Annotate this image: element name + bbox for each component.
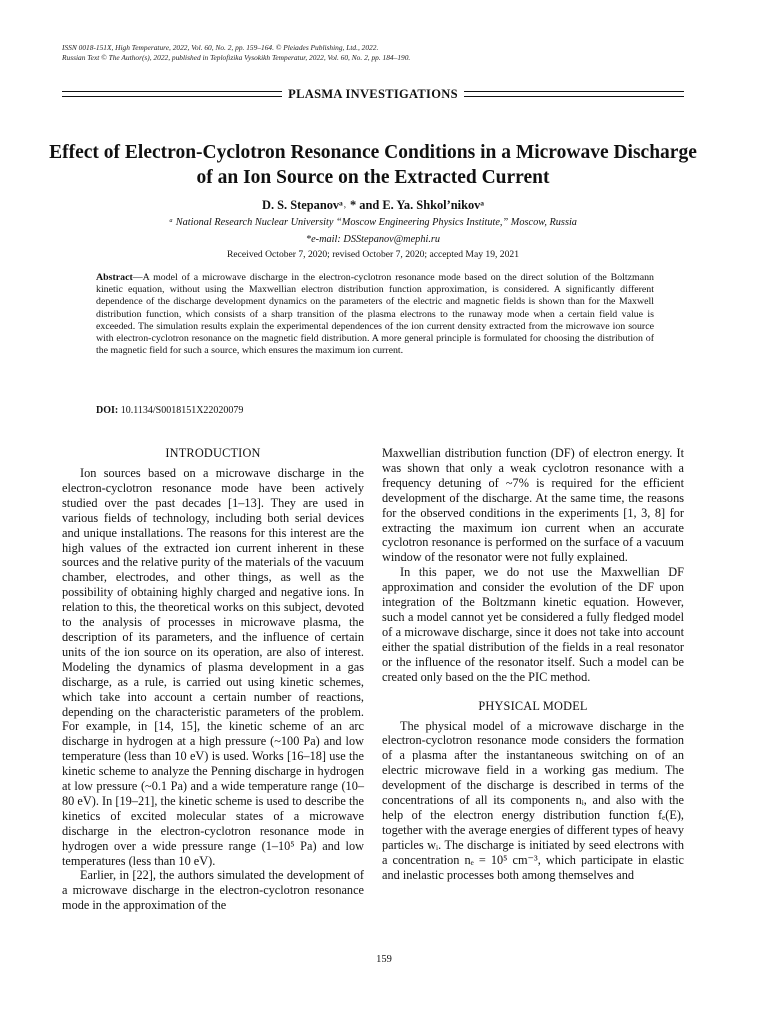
abstract bbox=[96, 272, 654, 357]
intro-paragraph-1: Ion sources based on a microwave discharge in the electron-cyclotron resonance mode have been actively studied over the past decades [1–13]. They are used in various fields of technology, including both serial devices and unique installations. The reasons for this interest are the high values of the extracted ion current inherent in these sources and the relative purity of the materials of the vacuum chamber, electrodes, and other things, as well as the possibility of obtaining highly charged and negative ions. In relation to this, the theoretical works on this subject, devoted to the analysis of processes in microwave plasma, the description of its parameters, and the influence of certain units of the ion source on its operation, are also of interest. Modeling the dynamics of plasma development in a gas discharge, as a rule, is carried out using kinetic schemes, which take into account a certain number of reactions, depending on the characteristic parameters of the problem. For example, in [14, 15], the kinetic scheme of an arc discharge in hydrogen at a high pressure (~100 Pa) and low temperature (less than 10 eV) is used. Works [16–18] use the kinetic scheme to analyze the Penning discharge in hydrogen at low pressure (~0.1 Pa) and a wide temperature range (10–80 eV). In [19–21], the kinetic scheme is used to describe the kinetics of excited molecular states of a microwave discharge in the electron-cyclotron resonance mode in hydrogen over a wide pressure range (1–10⁵ Pa) and low temperatures (less than 10 eV). bbox=[62, 466, 364, 868]
author-affiliation: ᵃ National Research Nuclear University “Moscow Engineering Physics Institute,” Moscow, Russia bbox=[169, 217, 577, 228]
intro-paragraph-2: Earlier, in [22], the authors simulated the development of a microwave discharge in the electron-cyclotron resonance mode in the approximation of the bbox=[62, 868, 364, 913]
right-column bbox=[382, 446, 684, 882]
received-dates: Received October 7, 2020; revised October 7, 2020; accepted May 19, 2021 bbox=[227, 249, 519, 260]
abstract-label: Abstract bbox=[96, 272, 133, 283]
left-column bbox=[62, 446, 364, 913]
journal-metadata bbox=[62, 43, 702, 63]
doi-line bbox=[96, 405, 654, 417]
russian-text-line: Russian Text © The Author(s), 2022, published in Teplofizika Vysokikh Temperatur, 2022, Vol. 60, No. 2, pp. 184–190. bbox=[62, 53, 411, 62]
physical-model-paragraph-1: The physical model of a microwave discharge in the electron-cyclotron resonance mode considers the formation of a plasma after the instantaneous switching on of an electric microwave field in a working gas medium. The development of the discharge is described in terms of the concentrations of all its components nᵢ, and also with the help of the electron energy distribution function fₑ(E), together with the average energies of different types of heavy particles wᵢ. The discharge is initiated by seed electrons with a concentration nₑ = 10⁵ cm⁻³, which participate in elastic and inelastic processes both among themselves and bbox=[382, 718, 684, 882]
section-label: PLASMA INVESTIGATIONS bbox=[288, 86, 458, 101]
doi-value: 10.1134/S0018151X22020079 bbox=[118, 405, 244, 416]
section-bar bbox=[62, 86, 684, 102]
abstract-text: —A model of a microwave discharge in the electron-cyclotron resonance mode based on the direct solution of the Boltzmann kinetic equation, without using the Maxwellian electron distribution function approximation, is considered. A significantly different dependence of the discharge development dynamics on the parameters of the electric and magnetic fields is shown than for the Maxwell distribution function, which consists of a sharp transition of the plasma electrons to the runaway mode when a certain field value is exceeded. The simulation results explain the experimental dependences of the ion current density extracted from the microwave ion source with electron-cyclotron resonance on the magnetic field distribution. A more general principle is formulated for choosing the distribution of the magnetic field for such a source, which ensures the maximum ion current. bbox=[96, 272, 654, 357]
right-paragraph-1: Maxwellian distribution function (DF) of electron energy. It was shown that only a weak cyclotron resonance with a frequency detuning of ~7% is required for the efficient development of the discharge. At the same time, the reasons for the observed conditions in the experiments [1, 3, 8] for extracting the maximum ion current when an accurate cyclotron resonance is performed on the surface of a vacuum window of the resonator were not fully explained. bbox=[382, 446, 684, 565]
right-paragraph-2: In this paper, we do not use the Maxwellian DF approximation and consider the evolution of the DF upon integration of the Boltzmann kinetic equation. However, such a model cannot yet be considered a fully fledged model of a microwave discharge, since it does not take into account either the spatial distribution of the fields in a real resonator or the influence of the resonator itself. Such a model can be created only based on the the PIC method. bbox=[382, 565, 684, 684]
doi-label: DOI: bbox=[96, 405, 119, 416]
issn-line: ISSN 0018-151X, High Temperature, 2022, Vol. 60, No. 2, pp. 159–164. © Pleiades Publishing, Ltd., 2022. bbox=[62, 43, 379, 52]
page-number: 159 bbox=[376, 954, 392, 965]
section-rule-right bbox=[464, 91, 684, 97]
article-title: Effect of Electron-Cyclotron Resonance Conditions in a Microwave Discharge of an Ion Source on the Extracted Current bbox=[49, 142, 697, 188]
physical-model-heading: PHYSICAL MODEL bbox=[478, 698, 588, 713]
article-authors: D. S. Stepanovᵃ˒ * and E. Ya. Shkol’nikovᵃ bbox=[262, 198, 484, 212]
author-email: *e-mail: DSStepanov@mephi.ru bbox=[305, 234, 441, 245]
introduction-heading: INTRODUCTION bbox=[165, 446, 261, 460]
section-rule-left bbox=[62, 91, 282, 97]
